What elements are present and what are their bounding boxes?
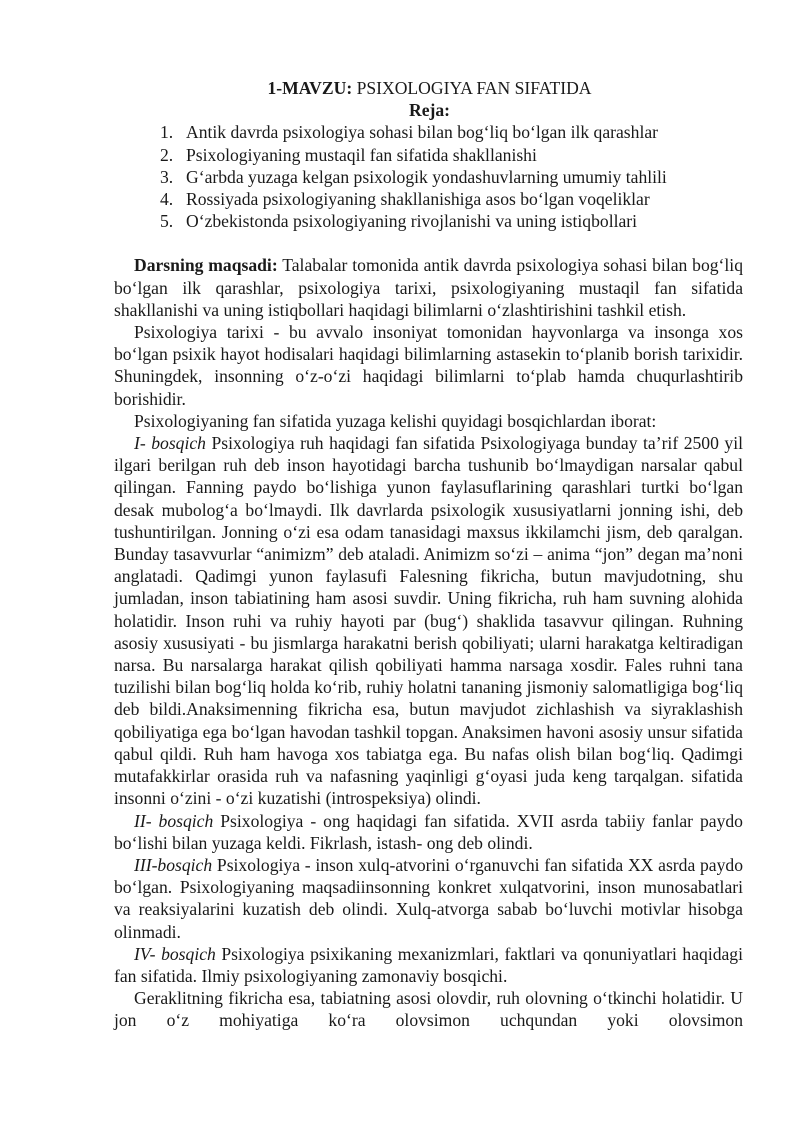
- plan-item-text: Psixologiyaning mustaqil fan sifatida shakllanishi: [186, 144, 537, 165]
- plan-item-text: Antik davrda psixologiya sohasi bilan bog‘liq bo‘lgan ilk qarashlar: [186, 122, 659, 143]
- plan-item-number: 1.: [160, 122, 174, 143]
- plan-list: [116, 121, 743, 232]
- plan-item-text: O‘zbekistonda psixologiyaning rivojlanishi va uning istiqbollari: [186, 211, 638, 232]
- stage-paragraph: [114, 810, 743, 854]
- plan-item-number: 5.: [160, 211, 174, 232]
- stage-paragraph: [114, 432, 743, 809]
- plan-item-number: 4.: [160, 189, 174, 210]
- stage-label: III-bosqich: [134, 854, 213, 875]
- stage-text: Psixologiya ruh haqidagi fan sifatida Psixologiyaga bunday ta’rif 2500 yil ilgari berilgan ruh deb inson hayotidagi barcha tushunib bo‘lmaydigan narsalar qabul qilingan. Fanning paydo bo‘lishiga yunon faylasuflarining qarashlari turtki bo‘lgan desak mubolog‘a bo‘lmaydi. Ilk davrlarda psixologik xususiyatlarni jonning ishi, deb tushuntirilgan. Jonning o‘zi esa odam tanasidagi maxsus ikkilamchi jism, deb qaralgan. Bunday tasavvurlar “animizm” deb ataladi. Animizm so‘zi – anima “jon” degan ma’noni anglatadi. Qadimgi yunon faylasufi Falesning fikricha, butun mavjudotning, shu jumladan, inson tabiatining ham asosi suvdir. Uning fikricha, ruh ham suvning alohida holatidir. Inson ruhi va ruhiy hayoti par (bug‘) shaklida tasavvur qilingan. Ruhning asosiy xususiyati - bu jismlarga harakatni berish qobiliyati; ularni harakatga keltiradigan narsa. Bu narsalarga harakat qilish qobiliyati hamma narsaga xosdir. Fales ruhni tana tuzilishi bilan bog‘liq holda ko‘rib, ruhiy holatni tananing jismoniy salomatligiga bog‘liq deb bildi.Anaksimenning fikricha esa, butun mavjudot zichlashish va siyraklashish qobiliyatiga ega bo‘lgan havodan tashkil topgan. Anaksimen havoni asosiy unsur sifatida qabul qildi. Ruh ham havoga xos tabiatga ega. Bu nafas olish bilan bog‘liq. Qadimgi mutafakkirlar orasida ruh va nafasning yaqinligi g‘oyasi juda keng tarqalgan. sifatida insonni o‘zini - o‘zi kuzatishi (introspeksiya) olindi.: [114, 433, 743, 809]
- plan-item-number: 2.: [160, 144, 174, 165]
- title-text: PSIXOLOGIYA FAN SIFATIDA: [352, 78, 592, 98]
- body-text: [114, 254, 743, 1031]
- plan-item: [160, 166, 743, 188]
- lesson-goal-paragraph: [114, 254, 743, 321]
- plan-item-number: 3.: [160, 166, 174, 187]
- stage-label: II- bosqich: [134, 810, 214, 831]
- lesson-goal-label: Darsning maqsadi:: [134, 255, 278, 276]
- title-label: 1-MAVZU:: [267, 78, 353, 98]
- plan-heading: Reja:: [408, 100, 451, 121]
- plan-item: [160, 188, 743, 210]
- stage-text: Psixologiya - ong haqidagi fan sifatida. XVII asrda tabiiy fanlar paydo bo‘lishi bilan yuzaga keldi. Fikrlash, istash- ong deb olindi.: [114, 810, 743, 853]
- stage-paragraph: [114, 943, 743, 987]
- stage-paragraph: [114, 854, 743, 943]
- plan-item: [160, 144, 743, 166]
- stage-label: I- bosqich: [134, 433, 206, 454]
- paragraph: Psixologiya tarixi - bu avvalo insoniyat tomonidan hayvonlarga va insonga xos bo‘lgan psixik hayot hodisalari haqidagi bilimlarning astasekin to‘planib borish tarixidir. Shuningdek, insonning o‘z-o‘zi haqidagi bilimlarni to‘plab hamda chuqurlashtirib borishidir.: [114, 322, 743, 409]
- plan-item: [160, 210, 743, 232]
- page-title: [116, 77, 743, 99]
- spacer: [116, 232, 743, 254]
- lesson-goal-text: Talabalar tomonida antik davrda psixologiya sohasi bilan bog‘liq bo‘lgan ilk qarashlar, psixologiya tarixi, psixologiyaning mustaqil fan sifatida shakllanishi va uning istiqbollari haqidagi bilimlarni o‘zlashtirishini tashkil etish.: [114, 255, 743, 320]
- plan-item: [160, 121, 743, 143]
- paragraph: Psixologiyaning fan sifatida yuzaga kelishi quyidagi bosqichlardan iborat:: [134, 410, 657, 431]
- stage-text: Psixologiya - inson xulq-atvorini o‘rganuvchi fan sifatida XX asrda paydo bo‘lgan. Psixologiyaning maqsadiinsonning konkret xulqatvorini, inson munosabatlari va reaksiyalarini kuzatish deb olindi. Xulq-atvorga sabab bo‘luvchi motivlar hisobga olinmadi.: [114, 854, 743, 942]
- plan-item-text: G‘arbda yuzaga kelgan psixologik yondashuvlarning umumiy tahlili: [186, 166, 667, 187]
- plan-item-text: Rossiyada psixologiyaning shakllanishiga asos bo‘lgan voqeliklar: [186, 189, 650, 210]
- stage-label: IV- bosqich: [134, 943, 216, 964]
- paragraph: Geraklitning fikricha esa, tabiatning asosi olovdir, ruh olovning o‘tkinchi holatidir. U jon o‘z mohiyatiga ko‘ra olovsimon uchqundan yoki olovsimon: [114, 988, 743, 1031]
- stage-text: Psixologiya psixikaning mexanizmlari, faktlari va qonuniyatlari haqidagi fan sifatida. Ilmiy psixologiyaning zamonaviy bosqichi.: [114, 943, 743, 986]
